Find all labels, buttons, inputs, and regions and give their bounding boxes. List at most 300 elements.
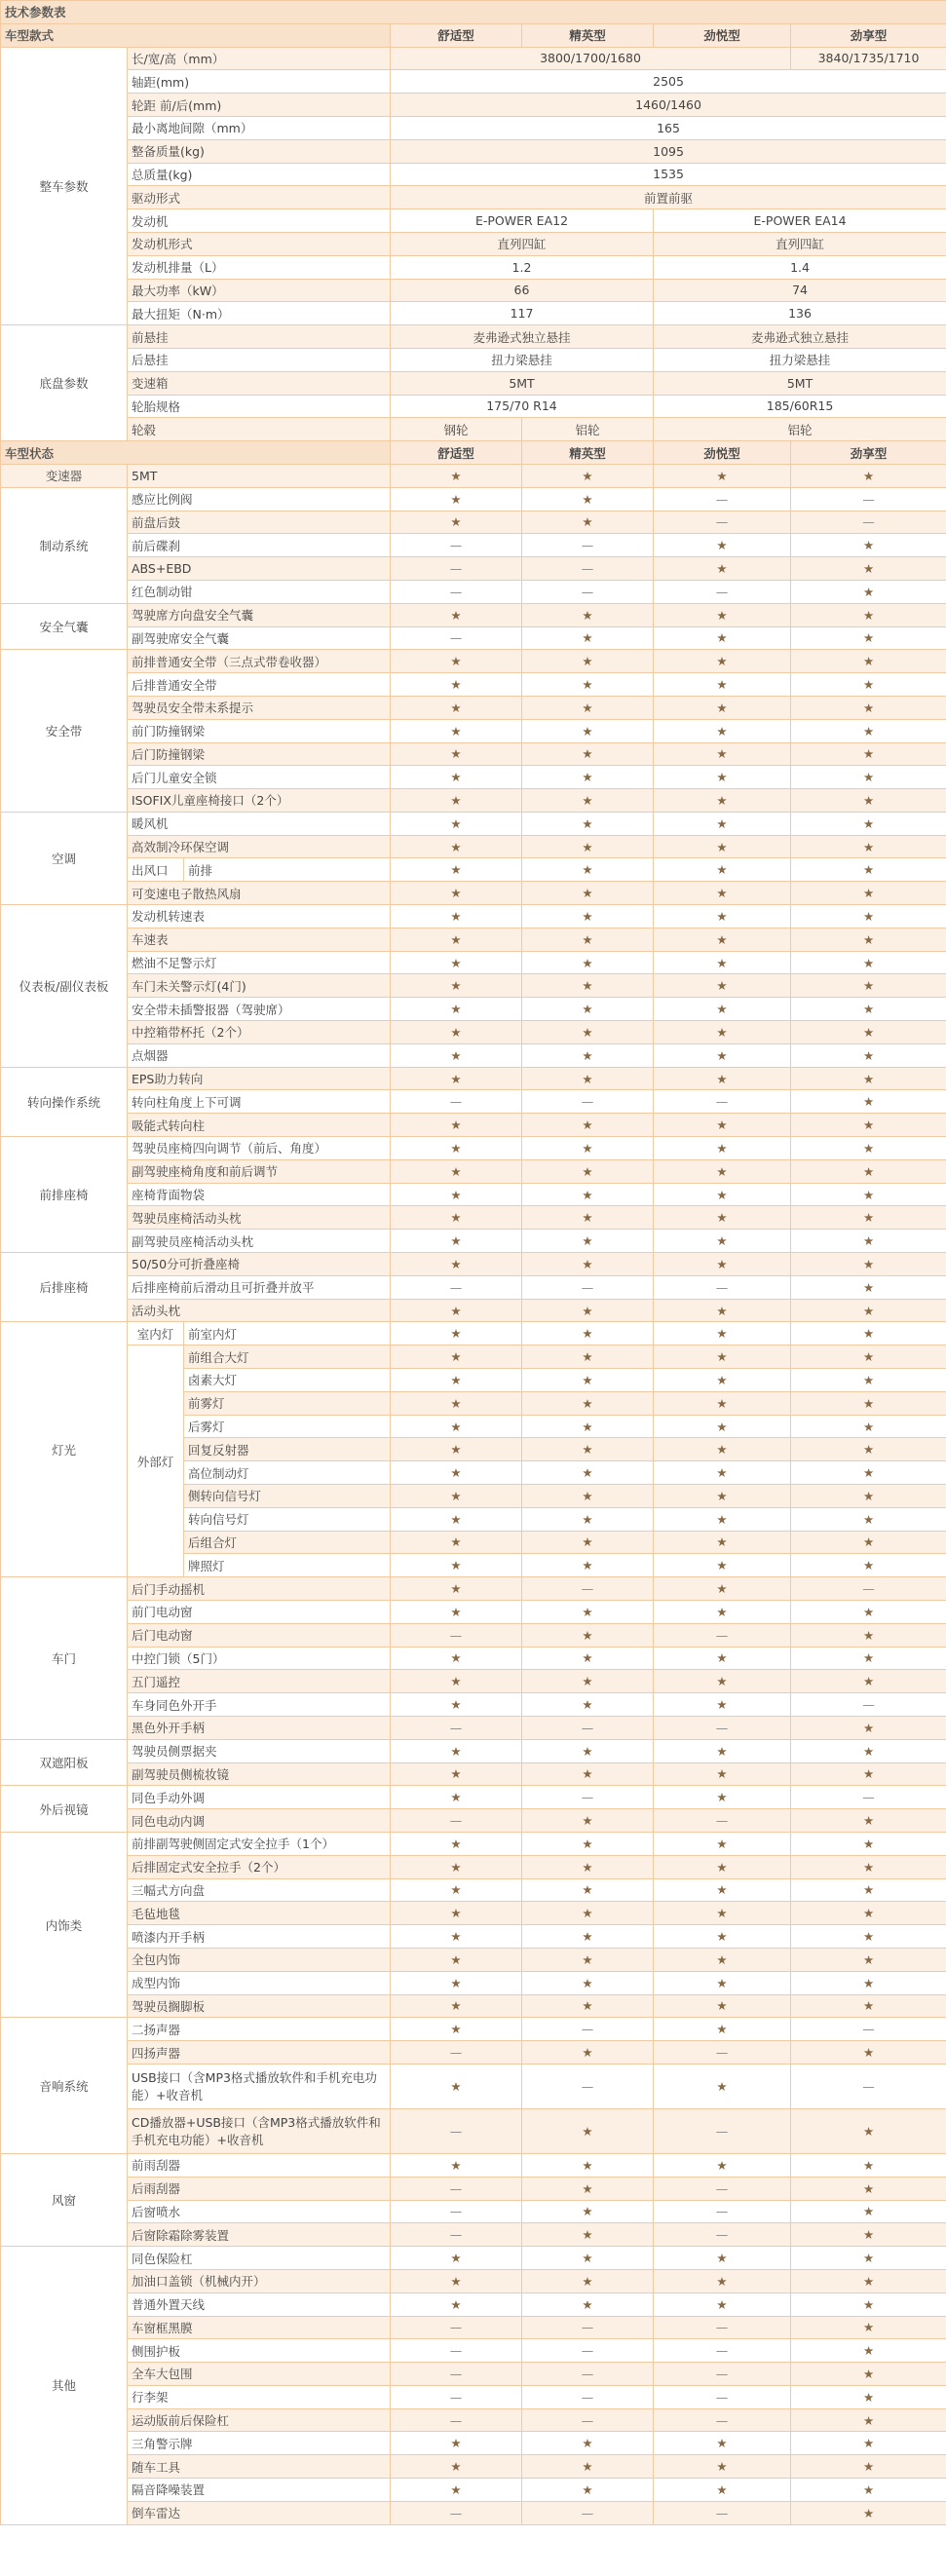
feature-value-0: ★ — [391, 1762, 522, 1786]
feature-value-2: ★ — [654, 1925, 791, 1949]
feature-value-3: ★ — [791, 1391, 946, 1415]
feature-label: 副驾驶座椅角度和前后调节 — [128, 1159, 391, 1183]
feature-value-3: ★ — [791, 1902, 946, 1925]
feature-value-3: ★ — [791, 1554, 946, 1577]
feature-value-0: ★ — [391, 1415, 522, 1438]
feature-label: 倒车雷达 — [128, 2501, 391, 2524]
feature-value-2: ★ — [654, 557, 791, 581]
feature-value-0: ★ — [391, 928, 522, 951]
spec-row — [1, 255, 946, 279]
spec-value: 3800/1700/1680 — [391, 47, 791, 70]
feature-value-2: ★ — [654, 951, 791, 974]
spec-label: 长/宽/高（mm） — [128, 47, 391, 70]
feature-value-3: ★ — [791, 1090, 946, 1114]
feature-row — [1, 905, 946, 928]
feature-value-3: ★ — [791, 1762, 946, 1786]
header-label: 车型款式 — [1, 23, 391, 47]
feature-value-3: ★ — [791, 2455, 946, 2479]
feature-value-0: ★ — [391, 1322, 522, 1345]
feature-value-3: ★ — [791, 1345, 946, 1369]
feature-row — [1, 789, 946, 813]
feature-value-3: ★ — [791, 1948, 946, 1971]
feature-row — [1, 2041, 946, 2065]
category-label: 制动系统 — [1, 487, 128, 603]
feature-value-2: ★ — [654, 2455, 791, 2479]
feature-value-2: — — [654, 1623, 791, 1647]
feature-value-0: ★ — [391, 1114, 522, 1137]
feature-value-3: ★ — [791, 650, 946, 673]
feature-value-0: ★ — [391, 905, 522, 928]
feature-row — [1, 1577, 946, 1601]
feature-value-0: ★ — [391, 1159, 522, 1183]
feature-value-2: — — [654, 1809, 791, 1833]
feature-value-0: ★ — [391, 1345, 522, 1369]
feature-value-0: ★ — [391, 1391, 522, 1415]
feature-label: 五门遥控 — [128, 1670, 391, 1693]
feature-value-2: — — [654, 2200, 791, 2223]
feature-value-1: ★ — [522, 1206, 654, 1230]
feature-value-0: ★ — [391, 1230, 522, 1253]
feature-value-2: — — [654, 2041, 791, 2065]
feature-value-0: ★ — [391, 1067, 522, 1090]
feature-row — [1, 835, 946, 858]
feature-row — [1, 580, 946, 603]
feature-row — [1, 1021, 946, 1044]
feature-value-1: ★ — [522, 742, 654, 766]
category-label: 内饰类 — [1, 1832, 128, 2017]
feature-value-0: — — [391, 626, 522, 650]
feature-row — [1, 696, 946, 719]
feature-value-2: ★ — [654, 1693, 791, 1717]
feature-value-2: ★ — [654, 1391, 791, 1415]
feature-row — [1, 2223, 946, 2247]
feature-value-0: — — [391, 2408, 522, 2432]
feature-value-1: ★ — [522, 998, 654, 1021]
feature-value-2: ★ — [654, 858, 791, 882]
feature-value-2: ★ — [654, 603, 791, 626]
feature-value-1: ★ — [522, 1345, 654, 1369]
feature-label: 黑色外开手柄 — [128, 1716, 391, 1739]
feature-label: 前排 — [184, 858, 391, 882]
feature-row — [1, 1855, 946, 1878]
feature-row — [1, 1716, 946, 1739]
feature-value-2: — — [654, 2408, 791, 2432]
feature-value-0: — — [391, 1275, 522, 1299]
feature-label: 中控箱带杯托（2个） — [128, 1021, 391, 1044]
category-label: 安全气囊 — [1, 603, 128, 650]
feature-value-0: ★ — [391, 2455, 522, 2479]
feature-value-2: — — [654, 2339, 791, 2363]
feature-value-1: ★ — [522, 1461, 654, 1485]
feature-value-3: ★ — [791, 1623, 946, 1647]
feature-label: 三角警示牌 — [128, 2432, 391, 2455]
feature-value-1: ★ — [522, 1415, 654, 1438]
feature-value-3: ★ — [791, 1600, 946, 1623]
feature-row — [1, 1299, 946, 1322]
feature-value-0: ★ — [391, 1994, 522, 2018]
feature-row — [1, 812, 946, 835]
feature-value-0: ★ — [391, 1531, 522, 1554]
feature-value-2: — — [654, 2363, 791, 2386]
feature-value-1: ★ — [522, 1647, 654, 1670]
feature-value-0: ★ — [391, 1369, 522, 1392]
spec-value: E-POWER EA14 — [654, 209, 946, 233]
feature-value-1: — — [522, 1090, 654, 1114]
category-label: 音响系统 — [1, 2018, 128, 2154]
feature-value-1: ★ — [522, 2432, 654, 2455]
feature-value-3: — — [791, 1577, 946, 1601]
feature-value-1: — — [522, 2339, 654, 2363]
spec-value: 175/70 R14 — [391, 395, 654, 418]
feature-value-1: ★ — [522, 1739, 654, 1762]
spec-value: 185/60R15 — [654, 395, 946, 418]
feature-row — [1, 766, 946, 789]
feature-row — [1, 511, 946, 534]
sub-category-label: 室内灯 — [128, 1322, 184, 1345]
feature-value-2: — — [654, 1716, 791, 1739]
feature-value-0: ★ — [391, 2479, 522, 2502]
model-header-1: 精英型 — [522, 23, 654, 47]
feature-value-3: ★ — [791, 464, 946, 487]
feature-value-2: ★ — [654, 673, 791, 697]
category-label: 车门 — [1, 1577, 128, 1740]
feature-value-3: ★ — [791, 1043, 946, 1067]
feature-value-0: ★ — [391, 1461, 522, 1485]
feature-row — [1, 974, 946, 998]
feature-label: 后排座椅前后滑动且可折叠并放平 — [128, 1275, 391, 1299]
feature-value-3: ★ — [791, 2432, 946, 2455]
feature-value-1: — — [522, 1716, 654, 1739]
feature-value-1: ★ — [522, 1183, 654, 1206]
spec-value: 165 — [391, 116, 946, 139]
feature-label: 驾驶席方向盘安全气囊 — [128, 603, 391, 626]
feature-row — [1, 1623, 946, 1647]
feature-value-3: ★ — [791, 2200, 946, 2223]
feature-row — [1, 2018, 946, 2041]
spec-value: 直列四缸 — [654, 232, 946, 255]
feature-value-2: ★ — [654, 1322, 791, 1345]
feature-value-2: ★ — [654, 1507, 791, 1531]
spec-label: 前悬挂 — [128, 325, 391, 349]
feature-value-2: ★ — [654, 1114, 791, 1137]
feature-value-1: ★ — [522, 835, 654, 858]
feature-value-3: ★ — [791, 858, 946, 882]
spec-value: 直列四缸 — [391, 232, 654, 255]
spec-label: 发动机排量（L） — [128, 255, 391, 279]
feature-label: 驾驶员座椅活动头枕 — [128, 1206, 391, 1230]
feature-label: 副驾驶席安全气囊 — [128, 626, 391, 650]
feature-value-1: ★ — [522, 2153, 654, 2177]
feature-value-2: ★ — [654, 1762, 791, 1786]
spec-value: 136 — [654, 302, 946, 325]
feature-value-3: ★ — [791, 1137, 946, 1160]
feature-label: 前排普通安全带（三点式带卷收器） — [128, 650, 391, 673]
spec-row — [1, 325, 946, 349]
feature-value-3: ★ — [791, 1971, 946, 1994]
feature-value-0: ★ — [391, 812, 522, 835]
feature-value-3: ★ — [791, 882, 946, 905]
feature-value-3: ★ — [791, 1855, 946, 1878]
feature-value-1: ★ — [522, 2247, 654, 2270]
feature-row — [1, 858, 946, 882]
feature-value-0: ★ — [391, 719, 522, 742]
spec-value: 2505 — [391, 70, 946, 94]
feature-label: 后雨刮器 — [128, 2177, 391, 2200]
status-model-header-3: 劲享型 — [791, 441, 946, 465]
feature-value-1: ★ — [522, 1809, 654, 1833]
feature-value-1: — — [522, 534, 654, 557]
feature-value-3: ★ — [791, 1114, 946, 1137]
feature-row — [1, 2177, 946, 2200]
feature-value-1: ★ — [522, 1925, 654, 1949]
feature-label: 车速表 — [128, 928, 391, 951]
feature-row — [1, 998, 946, 1021]
feature-label: 转向信号灯 — [184, 1507, 391, 1531]
feature-value-0: — — [391, 2041, 522, 2065]
feature-value-2: ★ — [654, 2153, 791, 2177]
feature-value-3: ★ — [791, 928, 946, 951]
feature-label: 前门防撞钢梁 — [128, 719, 391, 742]
feature-value-1: ★ — [522, 2200, 654, 2223]
feature-value-2: ★ — [654, 650, 791, 673]
feature-value-2: ★ — [654, 2018, 791, 2041]
feature-value-2: ★ — [654, 1902, 791, 1925]
feature-row — [1, 1878, 946, 1902]
feature-value-0: ★ — [391, 464, 522, 487]
feature-row — [1, 1137, 946, 1160]
feature-row — [1, 1206, 946, 1230]
feature-value-1: ★ — [522, 2223, 654, 2247]
feature-row — [1, 1159, 946, 1183]
feature-value-1: ★ — [522, 1948, 654, 1971]
feature-value-1: ★ — [522, 1902, 654, 1925]
feature-value-2: — — [654, 1090, 791, 1114]
feature-value-2: ★ — [654, 1438, 791, 1461]
feature-label: 后雾灯 — [184, 1415, 391, 1438]
feature-value-1: ★ — [522, 974, 654, 998]
feature-value-2: — — [654, 2316, 791, 2339]
feature-value-0: ★ — [391, 1878, 522, 1902]
spec-value: 5MT — [654, 371, 946, 395]
feature-row — [1, 1925, 946, 1949]
feature-value-3: ★ — [791, 1925, 946, 1949]
feature-value-0: ★ — [391, 789, 522, 813]
feature-value-1: ★ — [522, 2479, 654, 2502]
spec-value: 钢轮 — [391, 418, 522, 441]
feature-value-2: ★ — [654, 464, 791, 487]
feature-row — [1, 1994, 946, 2018]
feature-label: 毛毡地毯 — [128, 1902, 391, 1925]
feature-value-2: ★ — [654, 1159, 791, 1183]
feature-value-2: ★ — [654, 719, 791, 742]
feature-value-0: ★ — [391, 766, 522, 789]
feature-value-3: ★ — [791, 2247, 946, 2270]
feature-row — [1, 464, 946, 487]
feature-value-3: ★ — [791, 1832, 946, 1855]
feature-value-0: ★ — [391, 974, 522, 998]
feature-value-3: ★ — [791, 1322, 946, 1345]
feature-value-1: ★ — [522, 1159, 654, 1183]
feature-value-1: ★ — [522, 2041, 654, 2065]
feature-label: 喷漆内开手柄 — [128, 1925, 391, 1949]
feature-value-3: ★ — [791, 1670, 946, 1693]
feature-value-3: ★ — [791, 2501, 946, 2524]
feature-value-2: ★ — [654, 742, 791, 766]
feature-label: 后门手动摇机 — [128, 1577, 391, 1601]
feature-label: 5MT — [128, 464, 391, 487]
feature-value-1: ★ — [522, 1485, 654, 1508]
feature-value-1: ★ — [522, 1971, 654, 1994]
feature-value-0: — — [391, 580, 522, 603]
feature-value-0: — — [391, 1716, 522, 1739]
feature-value-2: — — [654, 511, 791, 534]
feature-value-2: ★ — [654, 1647, 791, 1670]
feature-value-2: ★ — [654, 1415, 791, 1438]
feature-label: 后排普通安全带 — [128, 673, 391, 697]
feature-value-0: — — [391, 1090, 522, 1114]
spec-value: 1.4 — [654, 255, 946, 279]
feature-value-3: — — [791, 2018, 946, 2041]
feature-row — [1, 1230, 946, 1253]
feature-value-2: ★ — [654, 2479, 791, 2502]
feature-value-2: — — [654, 1275, 791, 1299]
feature-value-3: — — [791, 1786, 946, 1809]
feature-value-2: ★ — [654, 1948, 791, 1971]
feature-value-3: ★ — [791, 580, 946, 603]
feature-value-0: ★ — [391, 673, 522, 697]
feature-value-0: — — [391, 557, 522, 581]
feature-value-0: ★ — [391, 1693, 522, 1717]
feature-value-2: ★ — [654, 1971, 791, 1994]
feature-value-0: ★ — [391, 1507, 522, 1531]
feature-value-1: ★ — [522, 673, 654, 697]
feature-row — [1, 928, 946, 951]
feature-label: 车窗框黑膜 — [128, 2316, 391, 2339]
feature-value-0: — — [391, 534, 522, 557]
feature-row — [1, 673, 946, 697]
feature-value-3: ★ — [791, 1415, 946, 1438]
category-label: 双遮阳板 — [1, 1739, 128, 1786]
spec-value: 铝轮 — [522, 418, 654, 441]
feature-value-2: ★ — [654, 1345, 791, 1369]
feature-row — [1, 1739, 946, 1762]
feature-label: 驾驶员座椅四向调节（前后、角度） — [128, 1137, 391, 1160]
feature-value-3: ★ — [791, 1206, 946, 1230]
status-model-header-1: 精英型 — [522, 441, 654, 465]
feature-row — [1, 2200, 946, 2223]
feature-label: 车身同色外开手 — [128, 1693, 391, 1717]
feature-label: 加油口盖锁（机械内开） — [128, 2269, 391, 2292]
table-title: 技术参数表 — [1, 1, 946, 24]
spec-value: 扭力梁悬挂 — [391, 348, 654, 371]
feature-value-0: ★ — [391, 1206, 522, 1230]
feature-value-3: ★ — [791, 557, 946, 581]
feature-label: 驾驶员安全带未系提示 — [128, 696, 391, 719]
model-header-3: 劲享型 — [791, 23, 946, 47]
category-label: 转向操作系统 — [1, 1067, 128, 1136]
feature-label: CD播放器+USB接口（含MP3格式播放软件和手机充电功能）+收音机 — [128, 2108, 391, 2153]
spec-row — [1, 348, 946, 371]
feature-value-1: ★ — [522, 766, 654, 789]
feature-value-0: ★ — [391, 1183, 522, 1206]
feature-value-0: ★ — [391, 1925, 522, 1949]
feature-value-1: ★ — [522, 2455, 654, 2479]
feature-row — [1, 603, 946, 626]
feature-value-3: ★ — [791, 1230, 946, 1253]
feature-value-2: ★ — [654, 835, 791, 858]
spec-value: 麦弗逊式独立悬挂 — [391, 325, 654, 349]
feature-value-3: — — [791, 2064, 946, 2108]
feature-row — [1, 650, 946, 673]
feature-value-0: ★ — [391, 1043, 522, 1067]
feature-value-0: — — [391, 2501, 522, 2524]
feature-value-1: ★ — [522, 812, 654, 835]
spec-row — [1, 94, 946, 117]
feature-row — [1, 1762, 946, 1786]
feature-value-1: — — [522, 580, 654, 603]
feature-value-2: ★ — [654, 928, 791, 951]
feature-value-2: ★ — [654, 1855, 791, 1878]
feature-value-1: ★ — [522, 1531, 654, 1554]
feature-label: EPS助力转向 — [128, 1067, 391, 1090]
feature-value-0: ★ — [391, 650, 522, 673]
feature-row — [1, 1183, 946, 1206]
feature-value-2: ★ — [654, 1067, 791, 1090]
feature-value-3: — — [791, 1693, 946, 1717]
feature-row — [1, 1600, 946, 1623]
spec-row — [1, 70, 946, 94]
feature-value-1: ★ — [522, 1114, 654, 1137]
feature-row — [1, 1832, 946, 1855]
feature-value-1: ★ — [522, 1762, 654, 1786]
feature-label: 后窗除霜除雾装置 — [128, 2223, 391, 2247]
feature-value-0: — — [391, 2177, 522, 2200]
spec-label: 轴距(mm) — [128, 70, 391, 94]
feature-value-0: — — [391, 2200, 522, 2223]
feature-value-0: — — [391, 2339, 522, 2363]
feature-label: 同色手动外调 — [128, 1786, 391, 1809]
feature-value-1: — — [522, 557, 654, 581]
feature-value-0: ★ — [391, 998, 522, 1021]
feature-value-2: ★ — [654, 1832, 791, 1855]
section-label: 整车参数 — [1, 47, 128, 325]
feature-value-1: ★ — [522, 928, 654, 951]
feature-value-2: ★ — [654, 1021, 791, 1044]
feature-value-2: ★ — [654, 998, 791, 1021]
feature-value-1: ★ — [522, 1021, 654, 1044]
spec-row — [1, 209, 946, 233]
feature-value-1: ★ — [522, 650, 654, 673]
feature-label: 前盘后鼓 — [128, 511, 391, 534]
feature-value-1: ★ — [522, 603, 654, 626]
spec-label: 发动机形式 — [128, 232, 391, 255]
feature-row — [1, 2316, 946, 2339]
feature-value-3: ★ — [791, 2041, 946, 2065]
feature-value-3: ★ — [791, 1299, 946, 1322]
feature-value-0: ★ — [391, 696, 522, 719]
category-label: 变速器 — [1, 464, 128, 487]
feature-value-1: — — [522, 2501, 654, 2524]
feature-value-1: — — [522, 2385, 654, 2408]
spec-value: E-POWER EA12 — [391, 209, 654, 233]
feature-value-2: ★ — [654, 766, 791, 789]
feature-label: 侧转向信号灯 — [184, 1485, 391, 1508]
feature-label: 前排副驾驶侧固定式安全拉手（1个） — [128, 1832, 391, 1855]
feature-value-0: ★ — [391, 1137, 522, 1160]
spec-row — [1, 186, 946, 209]
category-label: 后排座椅 — [1, 1253, 128, 1322]
feature-row — [1, 2153, 946, 2177]
